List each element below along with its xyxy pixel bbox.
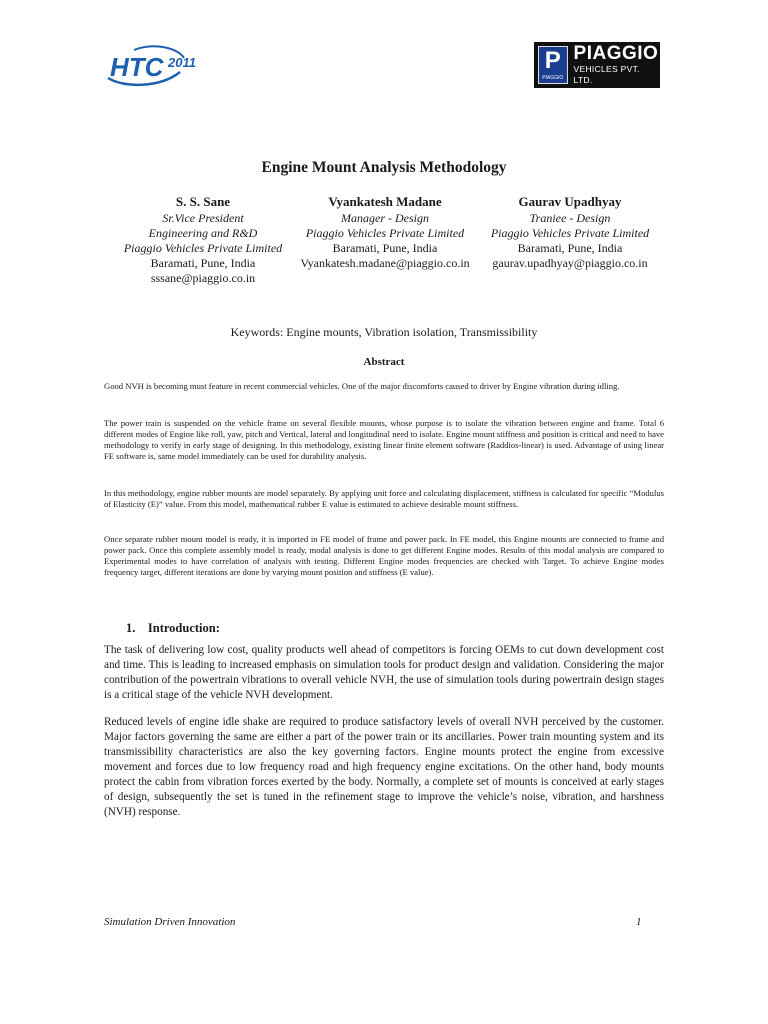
author-block [98,193,308,286]
piaggio-mark-letter: P [544,47,561,74]
piaggio-logo [534,42,660,88]
author-org: Piaggio Vehicles Private Limited [490,226,650,240]
author-name: Gaurav Upadhyay [518,194,622,209]
piaggio-wordmark [574,44,660,86]
author-location: Baramati, Pune, India [150,256,256,270]
introduction-heading: 1. Introduction: [126,621,220,635]
footer-conference-name: Simulation Driven Innovation [104,916,236,928]
piaggio-shield-icon [538,46,568,84]
author-email: gaurav.upadhyay@piaggio.co.in [492,256,648,270]
abstract-heading: Abstract [363,356,405,368]
author-dept: Engineering and R&D [148,226,258,240]
piaggio-subtitle: VEHICLES PVT. LTD. [573,64,640,85]
author-block [470,193,670,271]
abstract-paragraph: The power train is suspended on the vehicle frame on several flexible mounts, whose purpose is to isolate the vibration between engine and frame. Total 6 different modes of Engine like roll, yaw, pitch and Vertical, lateral and longitudinal need to isolate. Engine mount stiffness and position is critical and need to have methodology to verify in early stage of designing. In this methodology, existing linear finite element software (Raddios-linear) is used. Advantage of using linear FE software is, same model immediately can be used for durability analysis. [104,418,664,461]
author-role: Manager - Design [341,211,429,225]
author-block [285,193,485,271]
author-location: Baramati, Pune, India [517,241,623,255]
author-org: Piaggio Vehicles Private Limited [123,241,283,255]
page-number: 1 [636,916,642,928]
author-role: Sr.Vice President [162,211,244,225]
introduction-paragraph: The task of delivering low cost, quality products well ahead of competitors is forcing OEMs to cut down development cost and time. This is leading to increased emphasis on simulation tools for product design and validation. Considering the major contribution of the powertrain vibrations to overall vehicle NVH, the use of simulation tools during powertrain design stages is a critical stage of the vehicle NVH development. [104,644,664,701]
htc-2011-logo [104,44,204,90]
abstract-paragraph: In this methodology, engine rubber mounts are model separately. By applying unit force and calculating displacement, stiffness is calculated for specific “Modulus of Elasticity (E)” value. From this model, mathematical rubber E value is estimated to achieve desirable mount stiffness. [104,488,664,509]
htc-logo-text: HTC [110,52,164,82]
author-role: Traniee - Design [529,211,611,225]
author-email: Vyankatesh.madane@piaggio.co.in [300,256,470,270]
introduction-paragraph: Reduced levels of engine idle shake are required to produce satisfactory levels of overall NVH perceived by the customer. Major factors governing the same are either a part of the power train or its ancillaries. Power train mounting system and its transmissibility characteristics are also the key governing factors. Engine mounts protect the engine from excessive movement and forces due to low frequency road and high frequency engine excitations. On the other hand, body mounts protect the cabin from vibration forces exerted by the body. Normally, a complete set of mounts is conceived at early stages of design, subsequently the set is tuned in the refinement stage to improve the vehicle’s noise, vibration, and harshness (NVH) response. [104,716,664,818]
author-location: Baramati, Pune, India [332,241,438,255]
author-name: Vyankatesh Madane [328,194,442,209]
author-name: S. S. Sane [175,194,231,209]
abstract-paragraph: Good NVH is becoming must feature in recent commercial vehicles. One of the major discomforts caused to driver by Engine vibration during idling. [104,381,620,391]
abstract-paragraph: Once separate rubber mount model is ready, it is imported in FE model of frame and power pack. In FE model, this Engine mounts are connected to frame and power pack. Once this complete assembly model is ready, modal analysis is done to get different Engine modes. Results of this modal analysis are compared to Experimental modes to have correlation of analysis with testing. Different Engine modes frequencies are checked with Target. To achieve Engine modes frequency target, different iterations are done by varying mount position and stiffness (E value). [104,534,664,577]
htc-logo-year: 2011 [168,55,196,70]
author-org: Piaggio Vehicles Private Limited [305,226,465,240]
piaggio-mark-small: PIAGGIO [542,75,564,81]
paper-title: Engine Mount Analysis Methodology [261,159,507,176]
author-email: sssane@piaggio.co.in [150,271,256,285]
keywords-line: Keywords: Engine mounts, Vibration isolation, Transmissibility [230,325,538,339]
piaggio-name: PIAGGIO [573,43,659,64]
